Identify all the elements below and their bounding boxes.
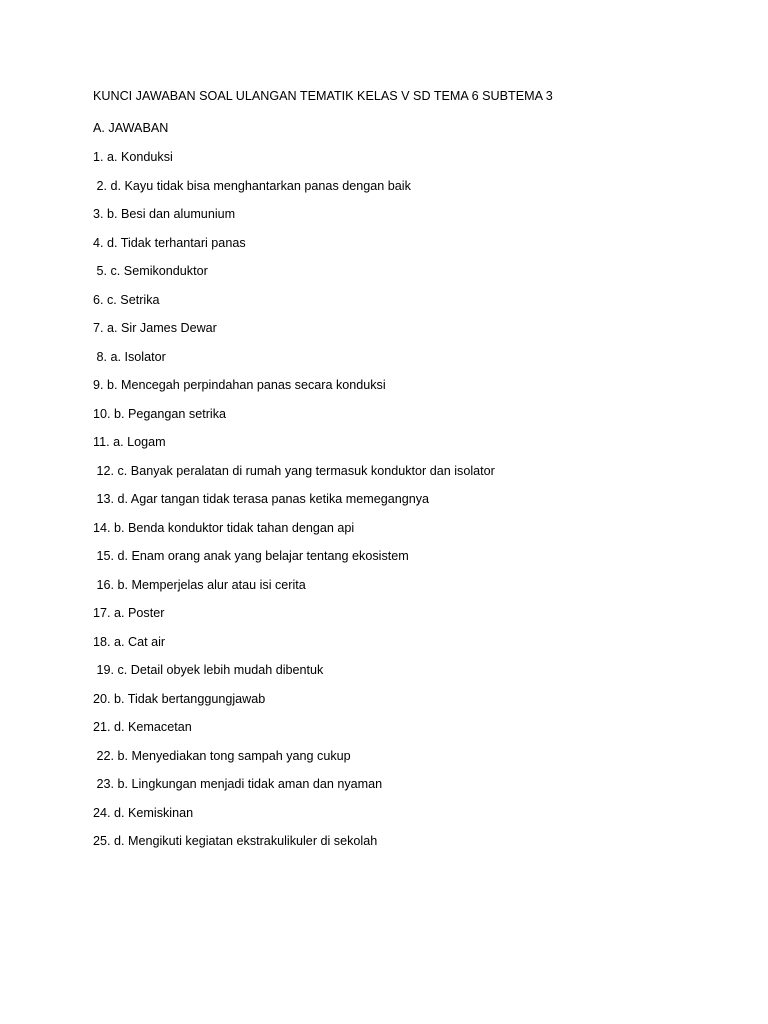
answer-line-2: 2. d. Kayu tidak bisa menghantarkan panas dengan baik <box>93 179 411 193</box>
answer-line-22: 22. b. Menyediakan tong sampah yang cukup <box>93 749 351 763</box>
answer-line-12: 12. c. Banyak peralatan di rumah yang termasuk konduktor dan isolator <box>93 464 495 478</box>
answer-line-9: 9. b. Mencegah perpindahan panas secara konduksi <box>93 378 386 392</box>
answer-line-10: 10. b. Pegangan setrika <box>93 407 227 421</box>
answer-line-1: 1. a. Konduksi <box>93 150 173 164</box>
answer-line-8: 8. a. Isolator <box>93 350 166 364</box>
answer-line-7: 7. a. Sir James Dewar <box>93 321 217 335</box>
section-heading: A. JAWABAN <box>93 121 169 135</box>
answer-line-11: 11. a. Logam <box>93 435 166 449</box>
document-title: KUNCI JAWABAN SOAL ULANGAN TEMATIK KELAS V SD TEMA 6 SUBTEMA 3 <box>93 89 553 103</box>
answer-line-18: 18. a. Cat air <box>93 635 166 649</box>
answer-line-13: 13. d. Agar tangan tidak terasa panas ketika memegangnya <box>93 492 430 506</box>
answer-line-21: 21. d. Kemacetan <box>93 720 192 734</box>
answer-line-19: 19. c. Detail obyek lebih mudah dibentuk <box>93 663 324 677</box>
answer-line-24: 24. d. Kemiskinan <box>93 806 194 820</box>
answer-line-6: 6. c. Setrika <box>93 293 160 307</box>
answer-line-15: 15. d. Enam orang anak yang belajar tentang ekosistem <box>93 549 409 563</box>
answer-line-16: 16. b. Memperjelas alur atau isi cerita <box>93 578 306 592</box>
answer-line-25: 25. d. Mengikuti kegiatan ekstrakulikuler di sekolah <box>93 834 378 848</box>
answer-line-5: 5. c. Semikonduktor <box>93 264 208 278</box>
answer-line-17: 17. a. Poster <box>93 606 165 620</box>
answer-line-3: 3. b. Besi dan alumunium <box>93 207 236 221</box>
answer-line-14: 14. b. Benda konduktor tidak tahan dengan api <box>93 521 355 535</box>
answer-line-4: 4. d. Tidak terhantari panas <box>93 236 246 250</box>
answer-line-23: 23. b. Lingkungan menjadi tidak aman dan nyaman <box>93 777 383 791</box>
answer-line-20: 20. b. Tidak bertanggungjawab <box>93 692 266 706</box>
